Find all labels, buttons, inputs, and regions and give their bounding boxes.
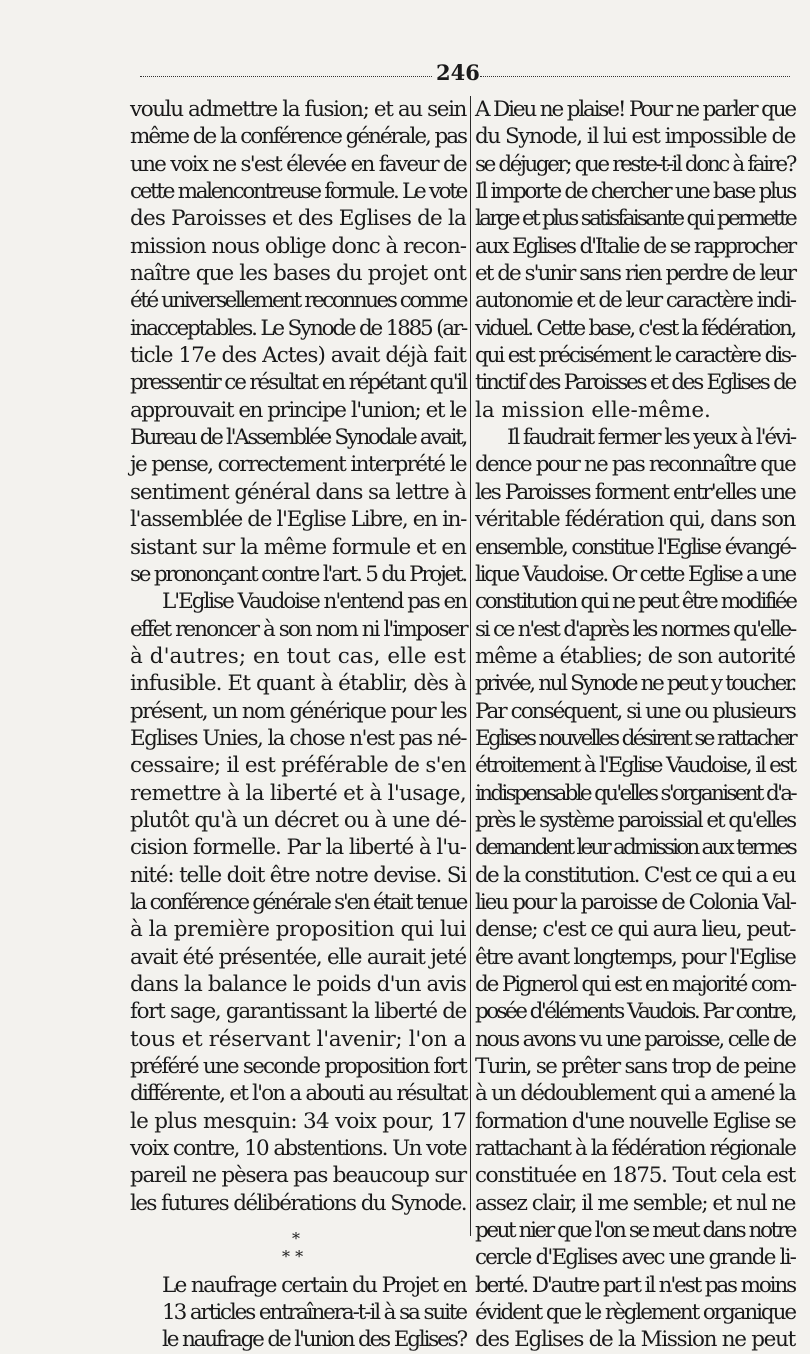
text-line: voulu admettre la fusion; et au sein xyxy=(130,97,466,122)
text-line: privée, nul Synode ne peut y toucher. xyxy=(475,671,795,697)
text-line: différente, et l'on a abouti au résultat xyxy=(130,1081,467,1107)
text-line: lieu pour la paroisse de Colonia Val- xyxy=(475,889,795,915)
text-line: demandent leur admission aux termes xyxy=(475,835,795,861)
text-line: à un dédoublement qui a amené la xyxy=(475,1081,795,1107)
section-separator xyxy=(130,1217,466,1272)
text-line: nous avons vu une paroisse, celle de xyxy=(475,1026,795,1052)
text-line: si ce n'est d'après les normes qu'elle- xyxy=(475,616,795,642)
text-line: tous et réservant l'avenir; l'on a xyxy=(130,1026,466,1052)
text-line: indispensable qu'elles s'organisent d'a- xyxy=(475,780,795,806)
text-line: viduel. Cette base, c'est la fédération, xyxy=(475,315,795,341)
text-line: pressentir ce résultat en répétant qu'il xyxy=(130,370,466,396)
text-line: autonomie et de leur caractère indi- xyxy=(475,288,795,314)
text-line: même a établies; de son autorité xyxy=(475,643,795,669)
text-line: qui est précisément le caractère dis- xyxy=(475,343,795,369)
text-line: fort sage, garantissant la liberté de xyxy=(130,999,466,1025)
text-line: dans la balance le poids d'un avis xyxy=(130,972,466,997)
text-line: 13 articles entraînera-t-il à sa suite xyxy=(162,1300,466,1326)
text-line: l'assemblée de l'Eglise Libre, en in- xyxy=(130,507,466,533)
text-line: Eglises nouvelles désirent se rattacher xyxy=(475,725,795,751)
text-line: se déjuger; que reste-t-il donc à faire? xyxy=(475,151,795,177)
text-line: été universellement reconnues comme xyxy=(130,288,467,314)
text-line: constitution qui ne peut être modifiée xyxy=(475,589,796,615)
text-line: assez clair, il me semble; et nul ne xyxy=(475,1190,795,1216)
text-line: remettre à la liberté et à l'usage, xyxy=(130,780,466,806)
column-divider xyxy=(470,96,471,1236)
text-line: des Eglises de la Mission ne peut xyxy=(475,1327,795,1353)
text-line: large et plus satisfaisante qui permette xyxy=(475,206,795,232)
text-line: constituée en 1875. Tout cela est xyxy=(475,1163,795,1189)
text-line: peut nier que l'on se meut dans notre xyxy=(475,1218,795,1244)
text-line: cessaire; il est préférable de s'en xyxy=(130,753,466,779)
text-line: Eglises Unies, la chose n'est pas né- xyxy=(130,725,466,751)
text-line: cette malencontreuse formule. Le vote xyxy=(130,179,466,205)
text-line: préféré une seconde proposition fort xyxy=(130,1054,466,1080)
text-line: même de la conférence générale, pas xyxy=(130,124,466,150)
text-line: L'Eglise Vaudoise n'entend pas en xyxy=(162,589,466,615)
text-line: voix contre, 10 abstentions. Un vote xyxy=(130,1136,466,1162)
text-line: à d'autres; en tout cas, elle est xyxy=(130,643,466,669)
text-line: véritable fédération qui, dans son xyxy=(475,507,795,533)
text-line: Par conséquent, si une ou plusieurs xyxy=(475,698,795,724)
text-line: sentiment général dans sa lettre à xyxy=(130,479,466,505)
text-line: de la constitution. C'est ce qui a eu xyxy=(475,862,795,888)
text-line: cision formelle. Par la liberté à l'u- xyxy=(130,835,466,861)
header-rule-right xyxy=(480,76,790,77)
text-line: dence pour ne pas reconnaître que xyxy=(475,452,795,478)
text-line: avait été présentée, elle aurait jeté xyxy=(130,944,466,970)
text-line: approuvait en principe l'union; et le xyxy=(130,397,466,423)
text-line: Bureau de l'Assemblée Synodale avait, xyxy=(130,425,466,451)
text-line: inacceptables. Le Synode de 1885 (ar- xyxy=(130,315,466,341)
separator-stars-bottom: * * xyxy=(282,1247,304,1267)
text-line: posée d'éléments Vaudois. Par contre, xyxy=(475,999,795,1025)
text-line: se prononçant contre l'art. 5 du Projet. xyxy=(130,561,466,587)
text-line: ensemble, constitue l'Eglise évangé- xyxy=(475,534,796,560)
text-line: des Paroisses et des Eglises de la xyxy=(130,206,466,232)
text-line: Le naufrage certain du Projet en xyxy=(162,1272,466,1298)
text-line: pareil ne pèsera pas beaucoup sur xyxy=(130,1163,466,1189)
text-line: tinctif des Paroisses et des Eglises de xyxy=(475,370,795,396)
header-rule-left xyxy=(140,76,432,77)
text-line: cercle d'Eglises avec une grande li- xyxy=(475,1245,795,1271)
text-line: A Dieu ne plaise! Pour ne parler que xyxy=(475,97,795,122)
text-line: berté. D'autre part il n'est pas moins xyxy=(475,1272,795,1298)
text-line: formation d'une nouvelle Eglise se xyxy=(475,1108,795,1134)
text-line: effet renoncer à son nom ni l'imposer xyxy=(130,616,467,642)
text-line: Il importe de chercher une base plus xyxy=(475,179,795,205)
text-line: naître que les bases du projet ont xyxy=(130,261,466,287)
text-line: de Pignerol qui est en majorité com- xyxy=(475,972,795,997)
text-line: les futures délibérations du Synode. xyxy=(130,1190,466,1216)
text-line: infusible. Et quant à établir, dès à xyxy=(130,671,466,697)
text-line: ticle 17e des Actes) avait déjà fait xyxy=(130,343,466,369)
text-line: le plus mesquin: 34 voix pour, 17 xyxy=(130,1108,466,1134)
text-line: sistant sur la même formule et en xyxy=(130,534,466,560)
text-line: près le système paroissial et qu'elles xyxy=(475,807,795,833)
text-line: plutôt qu'à un décret ou à une dé- xyxy=(130,807,466,833)
text-line: Turin, se prêter sans trop de peine xyxy=(475,1054,795,1080)
text-line: être avant longtemps, pour l'Eglise xyxy=(475,944,795,970)
text-line: et de s'unir sans rien perdre de leur xyxy=(475,261,795,287)
text-line: les Paroisses forment entr'elles une xyxy=(475,479,795,505)
page-number: 246 xyxy=(436,60,480,85)
text-line: je pense, correctement interprété le xyxy=(130,452,466,478)
text-line: le naufrage de l'union des Eglises? xyxy=(162,1327,466,1353)
text-line: une voix ne s'est élevée en faveur de xyxy=(130,151,466,177)
text-line: rattachant à la fédération régionale xyxy=(475,1136,795,1162)
text-line: présent, un nom générique pour les xyxy=(130,698,466,724)
text-line: évident que le règlement organique xyxy=(475,1300,795,1326)
text-line: la conférence générale s'en était tenue xyxy=(130,889,466,915)
text-line: aux Eglises d'Italie de se rapprocher xyxy=(475,233,795,259)
text-line: nité: telle doit être notre devise. Si xyxy=(130,862,466,888)
separator-star-top: * xyxy=(292,1229,300,1249)
text-line: mission nous oblige donc à recon- xyxy=(130,233,466,259)
right-column xyxy=(475,96,795,1354)
page-header xyxy=(140,58,795,88)
text-line: lique Vaudoise. Or cette Eglise a une xyxy=(475,561,795,587)
text-line: étroitement à l'Eglise Vaudoise, il est xyxy=(475,753,795,779)
left-column xyxy=(130,96,466,1354)
text-line: dense; c'est ce qui aura lieu, peut- xyxy=(475,917,795,943)
text-line: du Synode, il lui est impossible de xyxy=(475,124,795,150)
text-line: la mission elle-même. xyxy=(475,397,711,423)
text-line: Il faudrait fermer les yeux à l'évi- xyxy=(507,425,795,451)
text-line: à la première proposition qui lui xyxy=(130,917,466,943)
